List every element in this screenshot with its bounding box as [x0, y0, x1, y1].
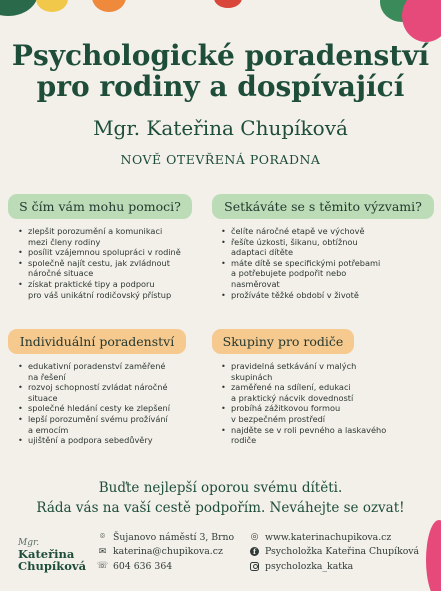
logo-prefix: Mgr.	[18, 538, 40, 548]
list-item: • pravidelná setkávání v malých skupinách	[221, 361, 433, 382]
decor-blob-pink	[402, 0, 441, 42]
facebook-row[interactable]	[248, 545, 419, 560]
closing-line-2: Ráda vás na vaší cestě podpořím. Neváhejte se ozvat!	[36, 500, 405, 516]
list-item: • máte dítě se specifickými potřebami a potřebujete podpořit nebo nasměrovat	[221, 258, 433, 290]
web-text[interactable]: www.katerinachupikova.cz	[265, 531, 392, 543]
phone-row[interactable]	[96, 559, 234, 574]
psychologist-name: Mgr. Kateřina Chupíková	[93, 116, 348, 140]
tagline: NOVĚ OTEVŘENÁ PORADNA	[120, 152, 321, 167]
list-item: • zlepšit porozumění a komunikaci mezi členy rodiny	[18, 226, 213, 247]
list-item: • lepší porozumění svému prožívání a emocím	[18, 414, 213, 435]
title-line-1: Psychologické poradenství	[11, 39, 430, 72]
location-pin-icon: ⌾	[99, 532, 106, 543]
list-item: • zaměřené na sdílení, edukaci a praktický nácvik dovedností	[221, 382, 433, 403]
decor-blob-green	[0, 0, 38, 16]
list-item: • ujištění a podpora sebedůvěry	[18, 435, 213, 446]
list-item: • prožíváte těžké období v životě	[221, 290, 433, 301]
logo	[18, 538, 86, 572]
list-item: • edukativní poradenství zaměřené na řešení	[18, 361, 213, 382]
email-icon: ✉	[98, 546, 107, 557]
decor-blob-red	[214, 0, 242, 8]
email-row[interactable]	[96, 545, 234, 560]
contacts-left	[96, 530, 234, 574]
instagram-row[interactable]	[248, 559, 419, 574]
list-item: • rozvoj schopností zvládat náročné situace	[18, 382, 213, 403]
closing-message	[0, 478, 441, 518]
list-item: • získat praktické tipy a podporu pro váš unikátní rodičovský přístup	[18, 279, 213, 300]
instagram-icon	[250, 562, 259, 571]
groups-heading: Skupiny pro rodiče	[212, 329, 354, 354]
list-item: • řešíte úzkosti, šikanu, obtížnou adaptaci dítěte	[221, 237, 433, 258]
list-item: • čelíte náročné etapě ve výchově	[221, 226, 433, 237]
address-row	[96, 530, 234, 545]
help-heading: S čím vám mohu pomoci?	[8, 194, 192, 219]
instagram-text[interactable]: psycholozka_katka	[265, 560, 354, 572]
challenges-list	[221, 226, 433, 300]
title-line-2: pro rodiny a dospívající	[36, 70, 405, 103]
groups-list	[221, 361, 433, 446]
globe-icon: ◎	[250, 532, 259, 543]
list-item: • posílit vzájemnou spolupráci v rodině	[18, 247, 213, 258]
phone-text[interactable]: 604 636 364	[113, 560, 173, 572]
logo-last-name: Chupíková	[18, 559, 87, 573]
decor-blob-pink-bottom	[426, 520, 441, 591]
web-row[interactable]	[248, 530, 419, 545]
phone-icon: ☏	[96, 561, 109, 572]
decor-blob-orange	[92, 0, 126, 12]
contacts-right	[248, 530, 419, 574]
decor-blob-yellow	[36, 0, 68, 12]
logo-first-name: Kateřina	[18, 547, 75, 561]
list-item: • společné hledání cesty ke zlepšení	[18, 403, 213, 414]
individual-list	[18, 361, 213, 446]
list-item: • probíhá zážitkovou formou v bezpečném prostředí	[221, 403, 433, 424]
list-item: • společně najít cestu, jak zvládnout náročné situace	[18, 258, 213, 279]
list-item: • najděte se v roli pevného a laskavého rodiče	[221, 425, 433, 446]
help-list	[18, 226, 213, 300]
facebook-icon: f	[250, 547, 259, 556]
closing-line-1: Buďte nejlepší oporou svému dítěti.	[98, 480, 343, 496]
facebook-text[interactable]: Psycholožka Kateřina Chupíková	[265, 546, 420, 558]
challenges-heading: Setkáváte se s těmito výzvami?	[212, 194, 434, 219]
individual-heading: Individuální poradenství	[8, 329, 186, 354]
email-text[interactable]: katerina@chupikova.cz	[113, 546, 223, 558]
address-text: Šujanovo náměstí 3, Brno	[113, 531, 235, 543]
page-title	[0, 40, 441, 102]
